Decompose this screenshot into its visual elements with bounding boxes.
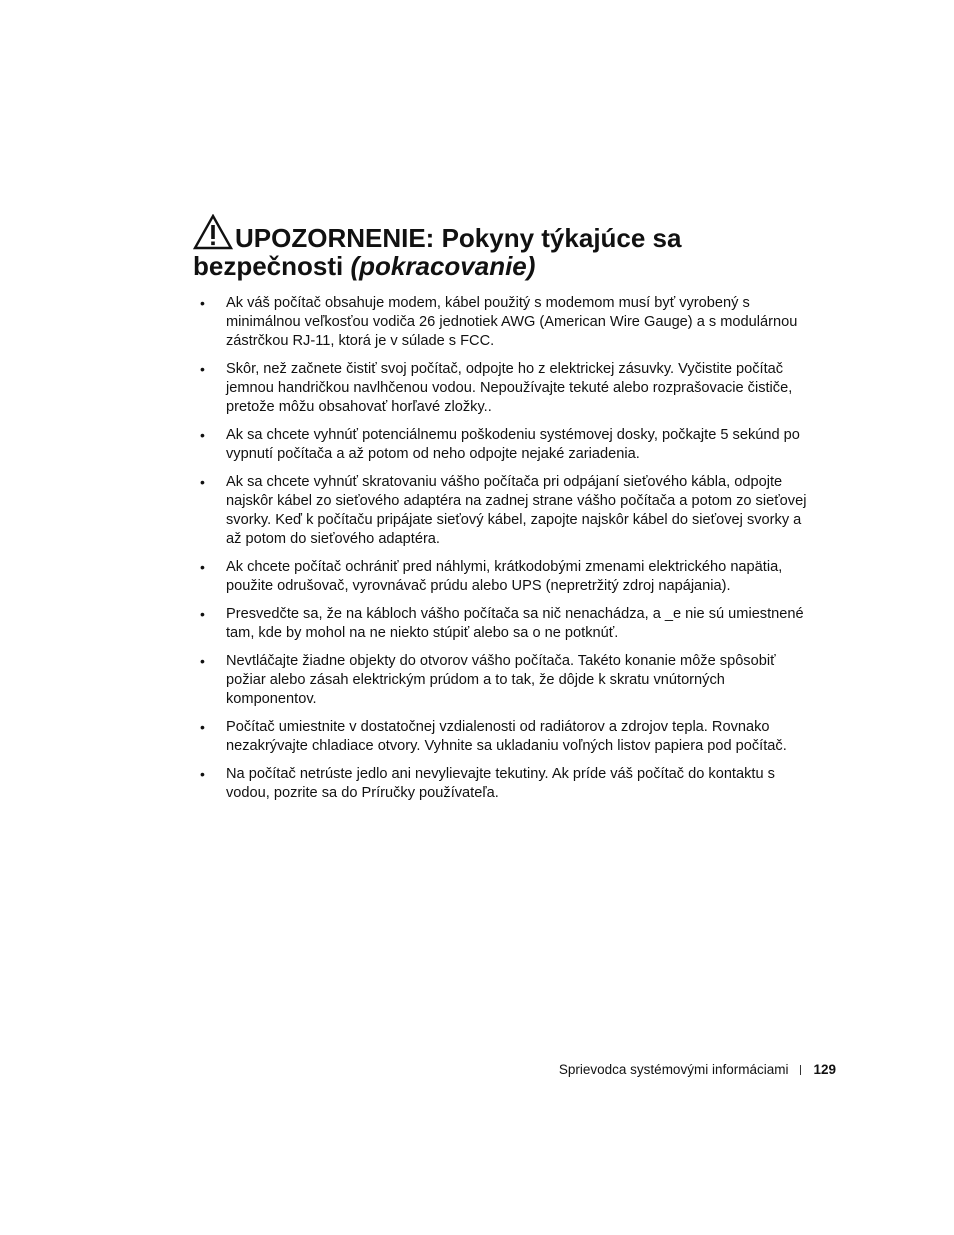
list-item <box>200 718 810 756</box>
list-item-text: Ak chcete počítač ochrániť pred náhlymi, krátkodobými zmenami elektrického napätia, použite odrušovač, vyrovnávač prúdu alebo UPS (nepretržitý zdroj napájania). <box>226 559 783 594</box>
list-item-text: Počítač umiestnite v dostatočnej vzdialenosti od radiátorov a zdrojov tepla. Rovnako nezakrývajte chladiace otvory. Vyhnite sa ukladaniu voľných listov papiera pod počítač. <box>226 719 787 754</box>
list-item-text: Skôr, než začnete čistiť svoj počítač, odpojte ho z elektrickej zásuvky. Vyčistite počítač jemnou handričkou navlhčenou vodou. Nepoužívajte tekuté alebo rozprašovacie čističe, pretože môžu obsahovať horľavé zložky.. <box>226 361 793 415</box>
list-item-text: Presvedčte sa, že na kábloch vášho počítača sa nič nenachádza, a _e nie sú umiestnené tam, kde by mohol na ne niekto stúpiť alebo sa o ne potknúť. <box>226 606 804 641</box>
safety-instructions-list <box>200 294 810 812</box>
bullet-marker: • <box>200 474 205 490</box>
bullet-marker: • <box>200 766 205 782</box>
list-item-text: Na počítač netrúste jedlo ani nevylievajte tekutiny. Ak príde váš počítač do kontaktu s vodou, pozrite sa do Príručky používateľa. <box>226 766 775 801</box>
bullet-marker: • <box>200 606 205 622</box>
section-heading <box>193 214 833 280</box>
bullet-marker: • <box>200 427 205 443</box>
list-item-text: Ak sa chcete vyhnúť potenciálnemu poškodeniu systémovej dosky, počkajte 5 sekúnd po vypnutí počítača a až potom od neho odpojte nejaké zariadenia. <box>226 427 800 462</box>
list-item <box>200 605 810 643</box>
list-item <box>200 765 810 803</box>
bullet-marker: • <box>200 361 205 377</box>
list-item <box>200 473 810 549</box>
bullet-marker: • <box>200 559 205 575</box>
list-item-text: Ak váš počítač obsahuje modem, kábel použitý s modemom musí byť vyrobený s minimálnou veľkosťou vodiča 26 jednotiek AWG (American Wire Gauge) a s modulárnou zástrčkou RJ-11, ktorá je v súlade s FCC. <box>226 295 798 349</box>
bullet-marker: • <box>200 295 205 311</box>
footer-doc-title: Sprievodca systémovými informáciami <box>558 1062 789 1077</box>
list-item <box>200 426 810 464</box>
page-footer <box>559 1062 836 1078</box>
bullet-marker: • <box>200 719 205 735</box>
page-number: 129 <box>813 1062 836 1077</box>
heading-title: UPOZORNENIE: Pokyny týkajúce sa bezpečnosti <box>193 223 682 281</box>
list-item-text: Nevtláčajte žiadne objekty do otvorov vášho počítača. Takéto konanie môže spôsobiť požiar alebo zásah elektrickým prúdom a to tak, že dôjde k skratu vnútorných komponentov. <box>226 653 776 707</box>
list-item-text: Ak sa chcete vyhnúť skratovaniu vášho počítača pri odpájaní sieťového kábla, odpojte najskôr kábel zo sieťového adaptéra na zadnej strane vášho počítača a potom zo sieťovej svorky. Keď k počítaču pripájate sieťový kábel, zapojte najskôr kábel do sieťovej svorky a až potom do sieťového adaptéra. <box>226 474 807 547</box>
list-item <box>200 360 810 417</box>
warning-triangle-icon <box>193 214 233 250</box>
list-item <box>200 652 810 709</box>
heading-continued: (pokracovanie) <box>350 251 536 281</box>
list-item <box>200 558 810 596</box>
list-item <box>200 294 810 351</box>
footer-separator <box>800 1065 801 1075</box>
bullet-marker: • <box>200 653 205 669</box>
